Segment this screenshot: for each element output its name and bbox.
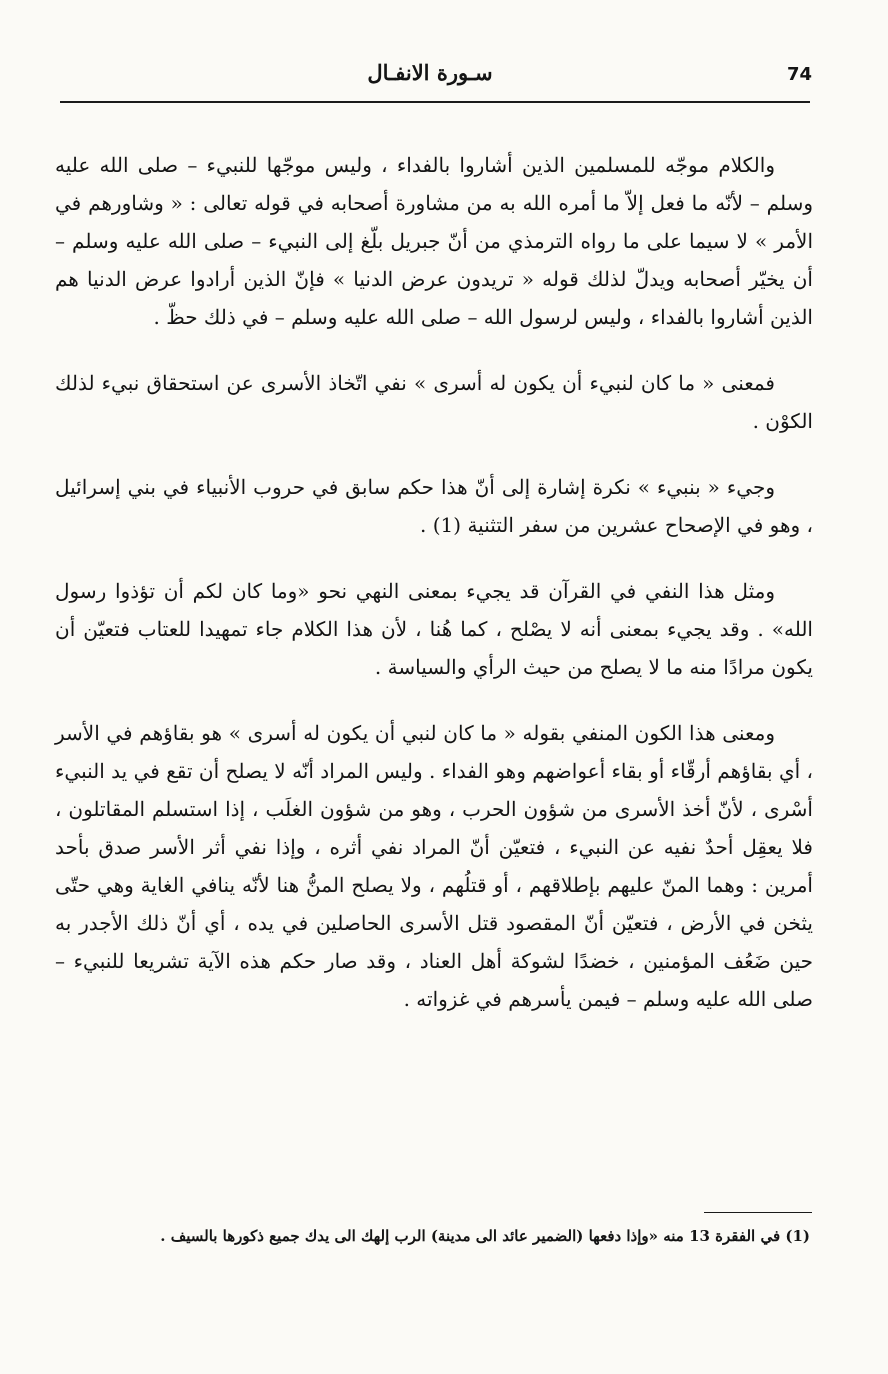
surah-title: سـورة الانفـال (367, 60, 493, 85)
header-rule (60, 101, 810, 103)
footnote: (1) في الفقرة 13 منه «وإذا دفعها (الضمير عائد الى مدينة) الرب إلهك الى يدك جميع ذكورها بالسيف . (160, 1227, 810, 1245)
paragraph: والكلام موجّه للمسلمين الذين أشاروا بالفداء ، وليس موجّها للنبيء – صلى الله عليه وسلم – لأنّه ما فعل إلاّ ما أمره الله به من مشاورة أصحابه في قوله تعالى : « وشاورهم في الأمر » لا سيما على ما رواه الترمذي من أنّ جبريل بلّغ إلى النبيء – صلى الله عليه وسلم – أن يخيّر أصحابه ويدلّ لذلك قوله « تريدون عرض الدنيا » فإنّ الذين أرادوا عرض الدنيا هم الذين أشاروا بالفداء ، وليس لرسول الله – صلى الله عليه وسلم – في ذلك حظّ . (55, 153, 813, 329)
page-number: 74 (787, 64, 813, 85)
paragraph: فمعنى « ما كان لنبيء أن يكون له أسرى » نفي اتّخاذ الأسرى عن استحقاق نبيء لذلك الكوْن . (55, 371, 813, 433)
paragraph: ومعنى هذا الكون المنفي بقوله « ما كان لنبي أن يكون له أسرى » هو بقاؤهم في الأسر ، أي بقاؤهم أرقّاء أو بقاء أعواضهم وهو الفداء . وليس المراد أنّه لا يصلح أن تقع في يد النبيء أسْرى ، لأنّ أخذ الأسرى من شؤون الحرب ، وهو من شؤون الغلَب ، إذا استسلم المقاتلون ، فلا يعقِل أحدٌ نفيه عن النبيء ، فتعيّن أنّ المراد نفي أثره ، وإذا نفي أثر الأسر صدق بأحد أمرين : وهما المنّ عليهم بإطلاقهم ، أو قتلُهم ، ولا يصلح المنُّ هنا لأنّه ينافي الغاية وهي حتّى يثخن في الأرض ، فتعيّن أنّ المقصود قتل الأسرى الحاصلين في يده ، أي أنّ ذلك الأجدر به حين ضَعُف المؤمنين ، خضدًا لشوكة أهل العناد ، وقد صار حكم هذه الآية تشريعا للنبيء – صلى الله عليه وسلم – فيمن يأسرهم في غزواته . (55, 721, 813, 1011)
paragraph: وجيء « بنبيء » نكرة إشارة إلى أنّ هذا حكم سابق في حروب الأنبياء في بني إسرائيل ، وهو في الإصحاح عشرين من سفر التثنية (1) . (55, 475, 813, 537)
footnote-rule (704, 1212, 812, 1213)
body-text (55, 146, 813, 1046)
page-header (60, 58, 813, 98)
paragraph: ومثل هذا النفي في القرآن قد يجيء بمعنى النهي نحو «وما كان لكم أن تؤذوا رسول الله» . وقد يجيء بمعنى أنه لا يصْلح ، كما هُنا ، لأن هذا الكلام جاء تمهيدا للعتاب فتعيّن أن يكون مرادًا منه ما لا يصلح من حيث الرأي والسياسة . (55, 579, 813, 679)
